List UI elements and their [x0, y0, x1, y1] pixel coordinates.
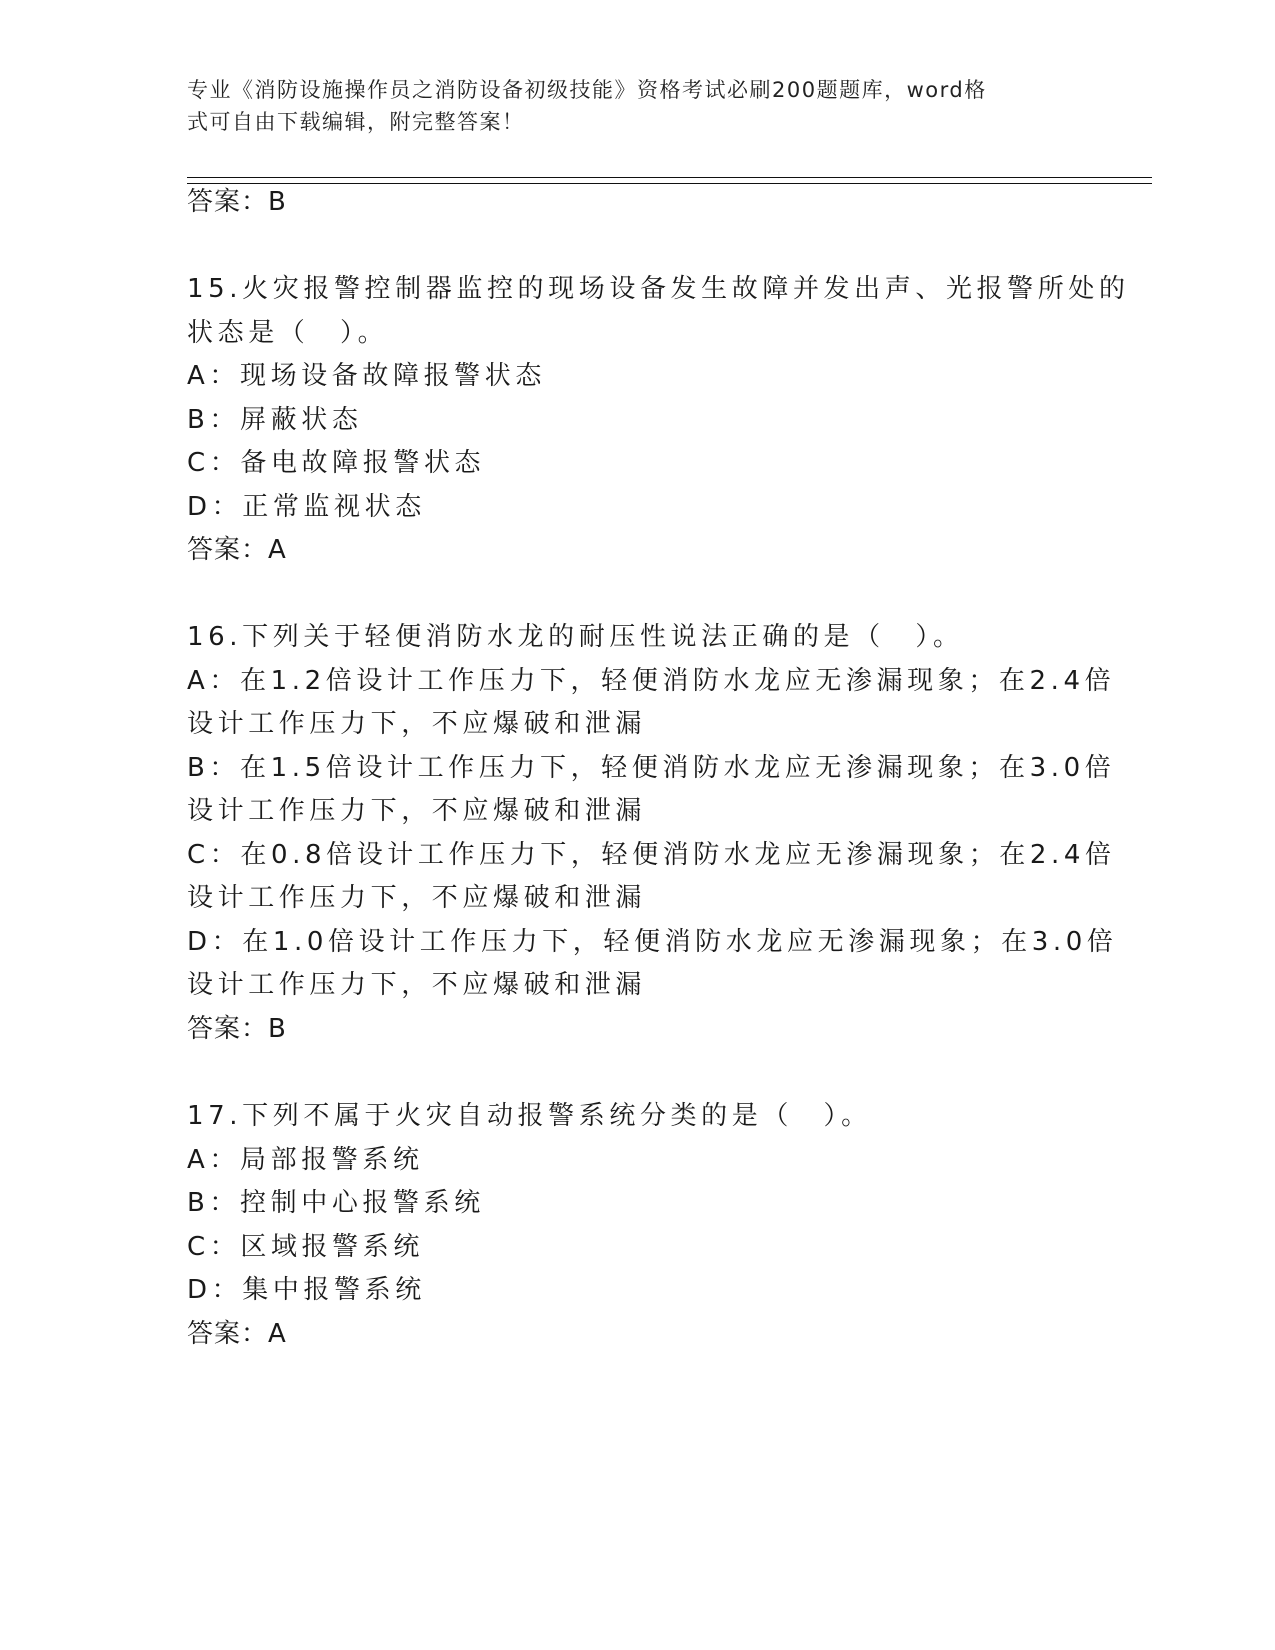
header-divider-bottom	[187, 183, 1152, 184]
question-17-option-d: D：集中报警系统	[187, 1275, 426, 1305]
question-16-option-a-line-1: A：在1.2倍设计工作压力下，轻便消防水龙应无渗漏现象；在2.4倍	[187, 666, 1116, 696]
question-16-option-d-line-2: 设计工作压力下，不应爆破和泄漏	[187, 970, 647, 1000]
header-divider-top	[187, 177, 1152, 178]
question-16-option-d-line-1: D：在1.0倍设计工作压力下，轻便消防水龙应无渗漏现象；在3.0倍	[187, 927, 1118, 957]
question-16-stem: 16.下列关于轻便消防水龙的耐压性说法正确的是（ ）。	[187, 622, 964, 652]
question-17-stem: 17.下列不属于火灾自动报警系统分类的是（ ）。	[187, 1101, 872, 1131]
question-17-option-a: A：局部报警系统	[187, 1145, 424, 1175]
question-15-answer: 答案：A	[187, 535, 287, 565]
question-15-option-a: A：现场设备故障报警状态	[187, 361, 546, 391]
question-16-option-b-line-2: 设计工作压力下，不应爆破和泄漏	[187, 796, 647, 826]
question-15-option-d: D：正常监视状态	[187, 492, 426, 522]
header-line-2: 式可自由下载编辑，附完整答案！	[187, 110, 525, 134]
question-15-option-c: C：备电故障报警状态	[187, 448, 486, 478]
question-16-answer: 答案：B	[187, 1014, 287, 1044]
header-line-1: 专业《消防设施操作员之消防设备初级技能》资格考试必刷200题题库，word格	[187, 78, 987, 102]
question-17-answer: 答案：A	[187, 1319, 287, 1349]
question-15-stem-line-1: 15.火灾报警控制器监控的现场设备发生故障并发出声、光报警所处的	[187, 274, 1130, 304]
question-17-option-b: B：控制中心报警系统	[187, 1188, 485, 1218]
question-16-option-c-line-2: 设计工作压力下，不应爆破和泄漏	[187, 883, 647, 913]
document-header	[187, 74, 1067, 138]
previous-answer: 答案：B	[187, 187, 287, 217]
question-16-option-b-line-1: B：在1.5倍设计工作压力下，轻便消防水龙应无渗漏现象；在3.0倍	[187, 753, 1116, 783]
question-15-stem-line-2: 状态是（ ）。	[187, 318, 389, 348]
question-16-option-a-line-2: 设计工作压力下，不应爆破和泄漏	[187, 709, 647, 739]
question-15-option-b: B：屏蔽状态	[187, 405, 363, 435]
question-16-option-c-line-1: C：在0.8倍设计工作压力下，轻便消防水龙应无渗漏现象；在2.4倍	[187, 840, 1116, 870]
question-17-option-c: C：区域报警系统	[187, 1232, 424, 1262]
